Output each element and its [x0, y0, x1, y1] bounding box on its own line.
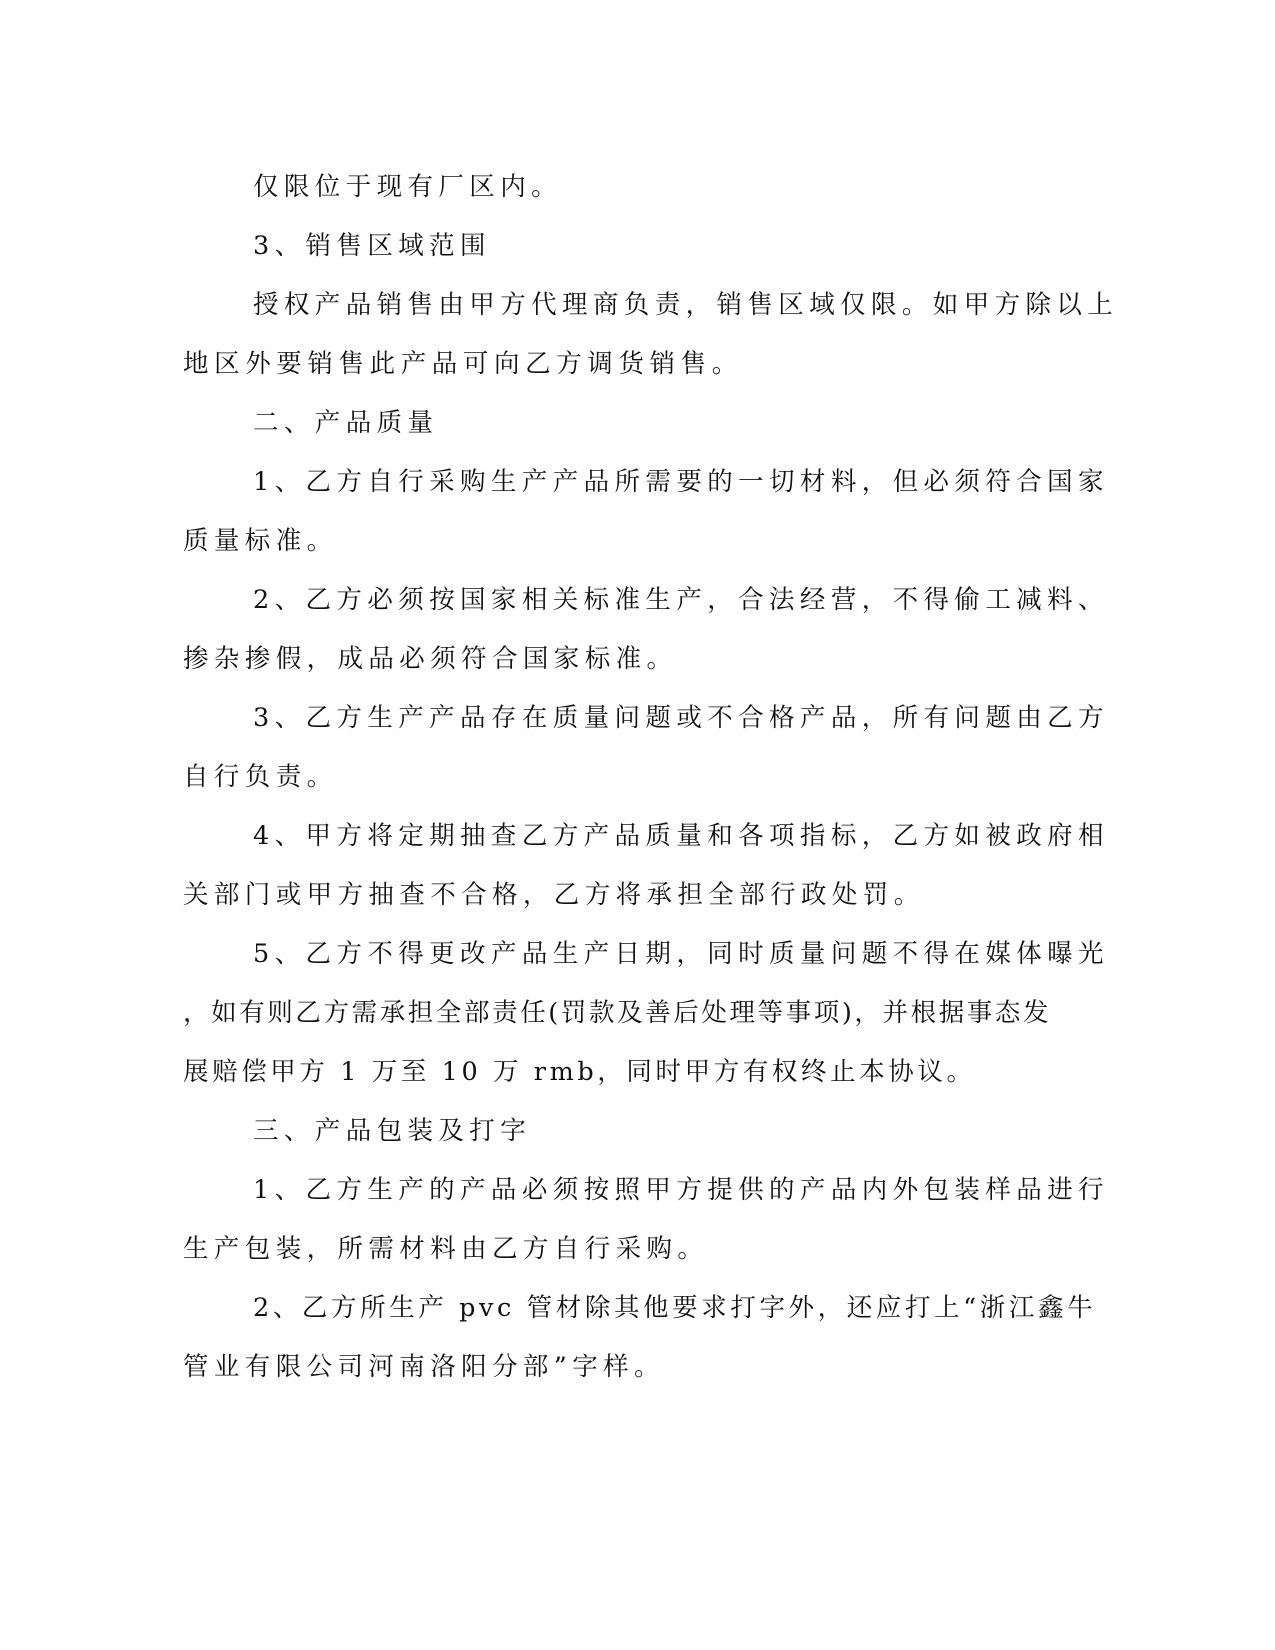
paragraph-line: 2、乙方所生产 pvc 管材除其他要求打字外，还应打上“浙江鑫牛 — [253, 1293, 1097, 1323]
paragraph-line: 地区外要销售此产品可向乙方调货销售。 — [183, 349, 743, 379]
paragraph-line: 1、乙方自行采购生产产品所需要的一切材料，但必须符合国家 — [253, 467, 1109, 497]
paragraph-line: 掺杂掺假，成品必须符合国家标准。 — [183, 644, 678, 674]
paragraph-line: 自行负责。 — [183, 762, 338, 792]
paragraph-line: 生产包装，所需材料由乙方自行采购。 — [183, 1234, 709, 1264]
paragraph-line: 2、乙方必须按国家相关标准生产，合法经营，不得偷工减料、 — [253, 585, 1109, 615]
paragraph-line: 质量标准。 — [183, 526, 338, 556]
document-body — [183, 158, 1119, 1397]
paragraph-line: 3、乙方生产产品存在质量问题或不合格产品，所有问题由乙方 — [253, 703, 1109, 733]
paragraph-line: 展赔偿甲方 1 万至 10 万 rmb，同时甲方有权终止本协议。 — [183, 1057, 976, 1087]
paragraph-line: 仅限位于现有厂区内。 — [253, 172, 563, 202]
paragraph-line: 管业有限公司河南洛阳分部”字样。 — [183, 1352, 665, 1382]
section-heading: 二、产品质量 — [253, 408, 439, 438]
paragraph-line: ，如有则乙方需承担全部责任(罚款及善后处理等事项)，并根据事态发 — [183, 998, 1052, 1028]
section-heading: 三、产品包装及打字 — [253, 1116, 532, 1146]
paragraph-line: 4、甲方将定期抽查乙方产品质量和各项指标，乙方如被政府相 — [253, 821, 1109, 851]
paragraph-line: 1、乙方生产的产品必须按照甲方提供的产品内外包装样品进行 — [253, 1175, 1109, 1205]
paragraph-line: 授权产品销售由甲方代理商负责，销售区域仅限。如甲方除以上 — [253, 290, 1119, 320]
paragraph-line: 5、乙方不得更改产品生产日期，同时质量问题不得在媒体曝光 — [253, 939, 1109, 969]
paragraph-line: 关部门或甲方抽查不合格，乙方将承担全部行政处罚。 — [183, 880, 925, 910]
section-heading: 3、销售区域范围 — [253, 231, 491, 261]
